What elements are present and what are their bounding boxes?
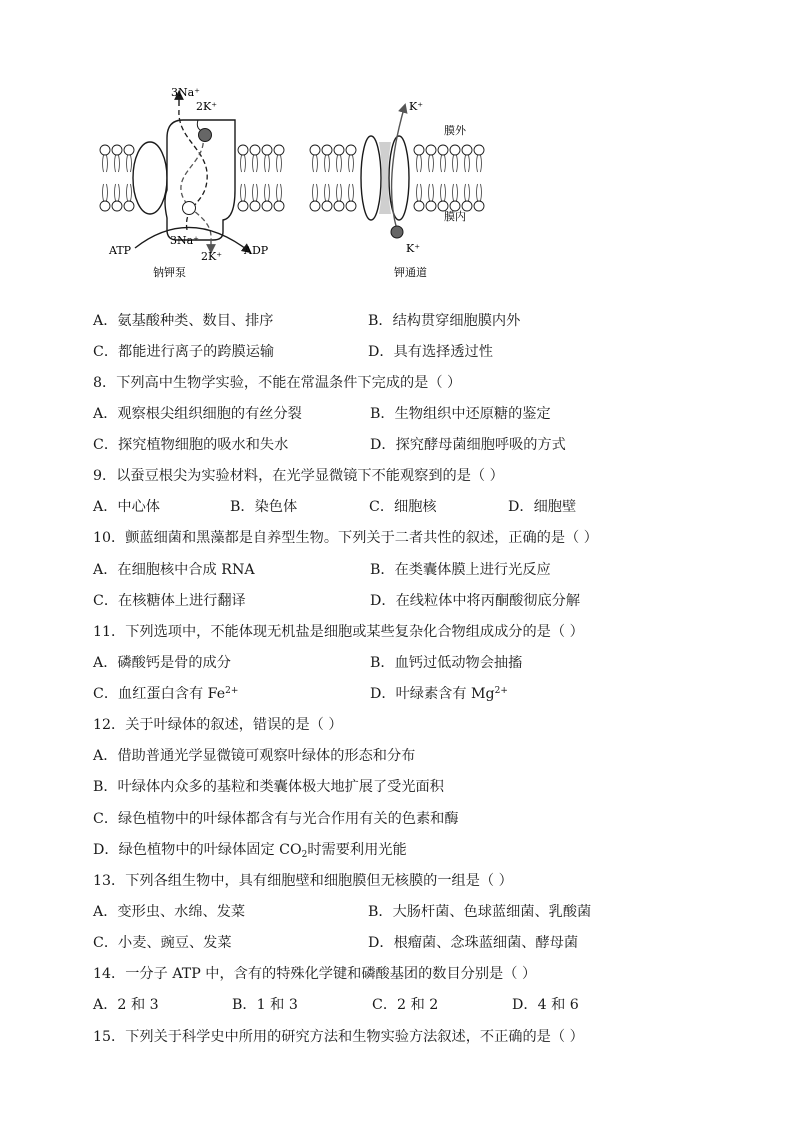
lipid-head [334,145,344,155]
lipid-tail [281,155,282,172]
lipid-tail [313,155,314,172]
lipid-tail [453,184,454,201]
lipid-head [112,201,122,211]
atp-label: ATP [109,244,132,257]
lipid-tail [457,155,458,172]
lipid-head [310,145,320,155]
lipid-tail [341,155,342,172]
lipid-tail [481,184,482,201]
pump-caption: 钠钾泵 [153,266,186,279]
lipid-tail [477,184,478,201]
lipid-head [346,201,356,211]
q7-option-a: A．氨基酸种类、数目、排序 [93,313,274,329]
lipid-tail [317,155,318,172]
q7-option-c: C．都能进行离子的跨膜运输 [93,344,275,360]
na-out-label: 3Na⁺ [171,86,200,99]
lipid-tail [421,155,422,172]
lipid-tail [253,184,254,201]
q11-option-c-text: C．血红蛋白含有 Fe [93,686,226,702]
q12-option-d-sub: 2 [301,850,308,860]
lipid-head [274,201,284,211]
q14-stem: 14．一分子 ATP 中，含有的特殊化学键和磷酸基团的数目分别是（ ） [93,966,537,982]
lipid-tail [281,184,282,201]
lipid-head [474,201,484,211]
lipid-tail [329,155,330,172]
lipid-tail [353,184,354,201]
lipid-tail [253,155,254,172]
q13-option-c: C．小麦、豌豆、发菜 [93,935,232,951]
lipid-head [414,201,424,211]
q11-option-d [370,684,508,704]
lipid-tail [457,184,458,201]
k-ion-ball [391,226,403,238]
lipid-tail [349,155,350,172]
lipid-tail [421,184,422,201]
lipid-tail [353,155,354,172]
lipid-tail [441,155,442,172]
q9-option-c: C．细胞核 [369,499,437,515]
q9-option-d: D．细胞壁 [508,499,577,515]
lipid-tail [269,184,270,201]
lipid-tail [107,184,108,201]
channel-caption: 钾通道 [394,266,427,279]
lipid-tail [103,184,104,201]
q11-option-d-text: D．叶绿素含有 Mg [370,686,495,702]
lipid-tail [269,155,270,172]
q11-option-c-charge: 2+ [225,686,239,696]
lipid-tail [477,155,478,172]
lipid-tail [265,184,266,201]
q10-option-b: B．在类囊体膜上进行光反应 [370,562,551,578]
q11-option-c [93,684,238,704]
q11-option-a: A．磷酸钙是骨的成分 [93,655,231,671]
lipid-tail [469,184,470,201]
q8-stem: 8．下列高中生物学实验，不能在常温条件下完成的是（ ） [93,375,462,391]
lipid-tail [453,155,454,172]
q12-option-a: A．借助普通光学显微镜可观察叶绿体的形态和分布 [93,748,416,764]
lipid-tail [119,155,120,172]
q12-option-c: C．绿色植物中的叶绿体都含有与光合作用有关的色素和酶 [93,811,459,827]
q12-stem: 12．关于叶绿体的叙述，错误的是（ ） [93,717,343,733]
lipid-tail [257,184,258,201]
lipid-head [250,201,260,211]
q10-option-c: C．在核糖体上进行翻译 [93,593,246,609]
lipid-tail [481,155,482,172]
q13-option-a: A．变形虫、水绵、发菜 [93,904,246,920]
k-top-label: K⁺ [409,100,424,113]
lipid-head [310,201,320,211]
q8-option-d: D．探究酵母菌细胞呼吸的方式 [370,437,566,453]
q15-stem: 15．下列关于科学史中所用的研究方法和生物实验方法叙述，不正确的是（ ） [93,1029,584,1045]
sodium-potassium-pump [133,92,250,252]
na-in-label: 3Na⁺ [170,234,199,247]
q12-option-d-pre: D．绿色植物中的叶绿体固定 CO [93,842,302,858]
q12-option-b: B．叶绿体内众多的基粒和类囊体极大地扩展了受光面积 [93,779,444,795]
membrane-transport-figure [95,80,515,285]
q14-option-a: A．2 和 3 [93,997,159,1013]
potassium-channel [360,105,410,238]
lipid-tail [277,184,278,201]
lipid-tail [265,155,266,172]
q13-option-b: B．大肠杆菌、色球蓝细菌、乳酸菌 [368,904,592,920]
k-in-label: 2K⁺ [201,250,223,263]
q7-option-b: B．结构贯穿细胞膜内外 [368,313,521,329]
lipid-tail [127,184,128,201]
lipid-tail [277,155,278,172]
lipid-tail [349,184,350,201]
q13-stem: 13．下列各组生物中，具有细胞壁和细胞膜但无核膜的一组是（ ） [93,873,513,889]
na-ion-ball [183,202,196,215]
lipid-tail [127,155,128,172]
lipid-head [100,201,110,211]
lipid-tail [429,184,430,201]
lipid-tail [107,155,108,172]
q11-stem: 11．下列选项中，不能体现无机盐是细胞或某些复杂化合物组成成分的是（ ） [93,624,584,640]
lipid-head [238,145,248,155]
lipid-tail [341,184,342,201]
q10-option-a: A．在细胞核中合成 RNA [93,562,255,578]
q10-stem: 10．颤蓝细菌和黑藻都是自养型生物。下列关于二者共性的叙述，正确的是（ ） [93,530,598,546]
lipid-head [322,145,332,155]
q14-option-d: D．4 和 6 [512,997,579,1013]
lipid-head [438,145,448,155]
lipid-head [262,145,272,155]
lipid-head [462,145,472,155]
q11-option-b: B．血钙过低动物会抽搐 [370,655,523,671]
lipid-tail [469,155,470,172]
adp-label: ADP [244,244,269,257]
q7-option-d: D．具有选择透过性 [368,344,493,360]
lipid-tail [325,155,326,172]
q8-option-c: C．探究植物细胞的吸水和失水 [93,437,289,453]
lipid-tail [313,184,314,201]
lipid-head [414,145,424,155]
lipid-head [450,145,460,155]
outside-label: 膜外 [444,124,466,137]
lipid-tail [337,184,338,201]
lipid-head [334,201,344,211]
lipid-tail [465,155,466,172]
lipid-head [100,145,110,155]
lipid-tail [131,155,132,172]
q14-option-c: C．2 和 2 [372,997,439,1013]
k-out-label: 2K⁺ [196,100,218,113]
lipid-tail [241,155,242,172]
q13-option-d: D．根瘤菌、念珠蓝细菌、酵母菌 [368,935,579,951]
lipid-head [474,145,484,155]
q8-option-a: A．观察根尖组织细胞的有丝分裂 [93,406,302,422]
lipid-tail [257,155,258,172]
lipid-tail [317,184,318,201]
q14-option-b: B．1 和 3 [232,997,298,1013]
q12-option-d-post: 时需要利用光能 [307,842,407,858]
lipid-head [124,201,134,211]
lipid-tail [445,155,446,172]
lipid-tail [329,184,330,201]
lipid-head [426,201,436,211]
lipid-head [426,145,436,155]
lipid-tail [325,184,326,201]
lipid-tail [131,184,132,201]
lipid-tail [245,184,246,201]
lipid-tail [433,155,434,172]
lipid-head [250,145,260,155]
lipid-tail [445,184,446,201]
k-bottom-label: K⁺ [406,242,421,255]
lipid-head [322,201,332,211]
lipid-tail [465,184,466,201]
lipid-tail [245,155,246,172]
lipid-tail [115,184,116,201]
lipid-head [124,145,134,155]
lipid-tail [433,184,434,201]
q9-option-a: A．中心体 [93,499,160,515]
lipid-tail [417,184,418,201]
q11-option-d-charge: 2+ [494,686,508,696]
lipid-tail [417,155,418,172]
k-ion-ball [199,129,212,142]
lipid-head [262,201,272,211]
q12-option-d [93,840,407,860]
q9-option-b: B．染色体 [230,499,298,515]
lipid-tail [429,155,430,172]
q10-option-d: D．在线粒体中将丙酮酸彻底分解 [370,593,581,609]
lipid-tail [241,184,242,201]
lipid-tail [119,184,120,201]
lipid-tail [103,155,104,172]
lipid-tail [441,184,442,201]
lipid-tail [337,155,338,172]
q9-stem: 9．以蚕豆根尖为实验材料，在光学显微镜下不能观察到的是（ ） [93,468,504,484]
lipid-tail [115,155,116,172]
lipid-head [274,145,284,155]
q8-option-b: B．生物组织中还原糖的鉴定 [370,406,551,422]
lipid-head [346,145,356,155]
lipid-head [112,145,122,155]
inside-label: 膜内 [444,210,466,223]
lipid-head [238,201,248,211]
